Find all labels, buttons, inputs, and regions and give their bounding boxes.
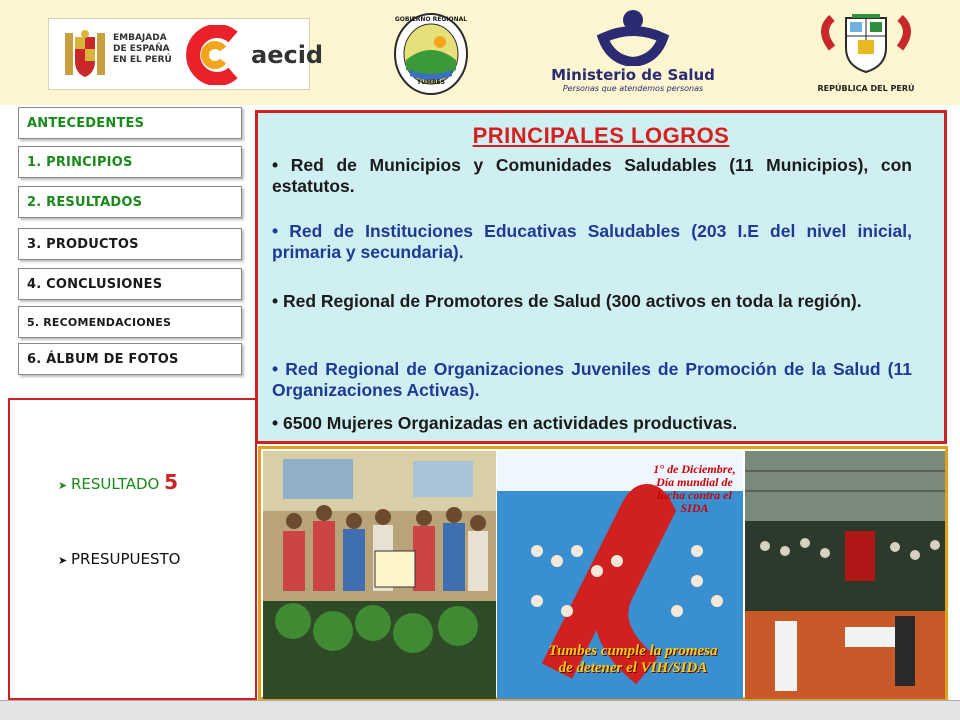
minsa-person-icon: [548, 8, 718, 66]
spain-coat-of-arms-icon: [63, 29, 107, 81]
resultado-link[interactable]: ➤ RESULTADO 5: [58, 470, 179, 494]
aecid-mark-icon: [183, 25, 247, 85]
main-panel: [255, 110, 947, 444]
photo-ceremony-gym[interactable]: [745, 451, 945, 699]
arrow-bullet-icon: ➤: [58, 554, 68, 567]
arrow-bullet-icon: ➤: [58, 479, 68, 492]
left-info-box: [8, 398, 257, 700]
page-title: PRINCIPALES LOGROS: [472, 123, 730, 148]
bullet-item: • Red de Instituciones Educativas Saludables (203 I.E del nivel inicial, primaria y secundaria).: [272, 221, 912, 262]
bullet-item: • Red Regional de Organizaciones Juveniles de Promoción de la Salud (11 Organizaciones Activas).: [272, 359, 912, 400]
aids-day-caption: 1° de Diciembre, Día mundial de lucha contra el SIDA: [653, 462, 736, 515]
peru-coat-of-arms: [812, 8, 920, 98]
presupuesto-link[interactable]: ➤ PRESUPUESTO: [58, 550, 181, 568]
nav-antecedentes[interactable]: ANTECEDENTES: [18, 107, 242, 139]
minsa-logo: [548, 8, 718, 96]
header-banner: [0, 0, 960, 105]
nav-album-fotos[interactable]: 6. ÁLBUM DE FOTOS: [18, 343, 242, 375]
nav-resultados[interactable]: 2. RESULTADOS: [18, 186, 242, 218]
photo-strip: [258, 446, 948, 700]
nav-recomendaciones[interactable]: 5. RECOMENDACIONES: [18, 306, 242, 338]
minsa-name: Ministerio de Salud: [551, 66, 715, 84]
nav-conclusiones[interactable]: 4. CONCLUSIONES: [18, 268, 242, 300]
aecid-brand: aecid: [251, 41, 324, 69]
minsa-tagline: Personas que atendemos personas: [562, 84, 704, 93]
nav-productos[interactable]: 3. PRODUCTOS: [18, 228, 242, 260]
bullet-item: • Red de Municipios y Comunidades Saludables (11 Municipios), con estatutos.: [272, 155, 912, 196]
bullet-item: • Red Regional de Promotores de Salud (300 activos en toda la región).: [272, 291, 862, 311]
tumbes-promise-caption: Tumbes cumple la promesa de detener el VIH/SIDA: [548, 643, 718, 676]
bullet-item: • 6500 Mujeres Organizadas en actividades productivas.: [272, 413, 738, 433]
peru-shield-icon: [812, 8, 920, 82]
photo-world-aids-day[interactable]: [497, 451, 743, 699]
nav-principios[interactable]: 1. PRINCIPIOS: [18, 146, 242, 178]
aecid-logo: [48, 18, 324, 90]
embassy-text: EMBAJADA DE ESPAÑA EN EL PERÚ: [113, 33, 172, 65]
bottom-bar: [0, 700, 960, 720]
gobierno-regional-logo: GOBIERNO REGIONAL TUMBES: [392, 10, 470, 96]
photo-school-children[interactable]: [263, 451, 496, 699]
peru-name: REPÚBLICA DEL PERÚ: [817, 84, 915, 93]
